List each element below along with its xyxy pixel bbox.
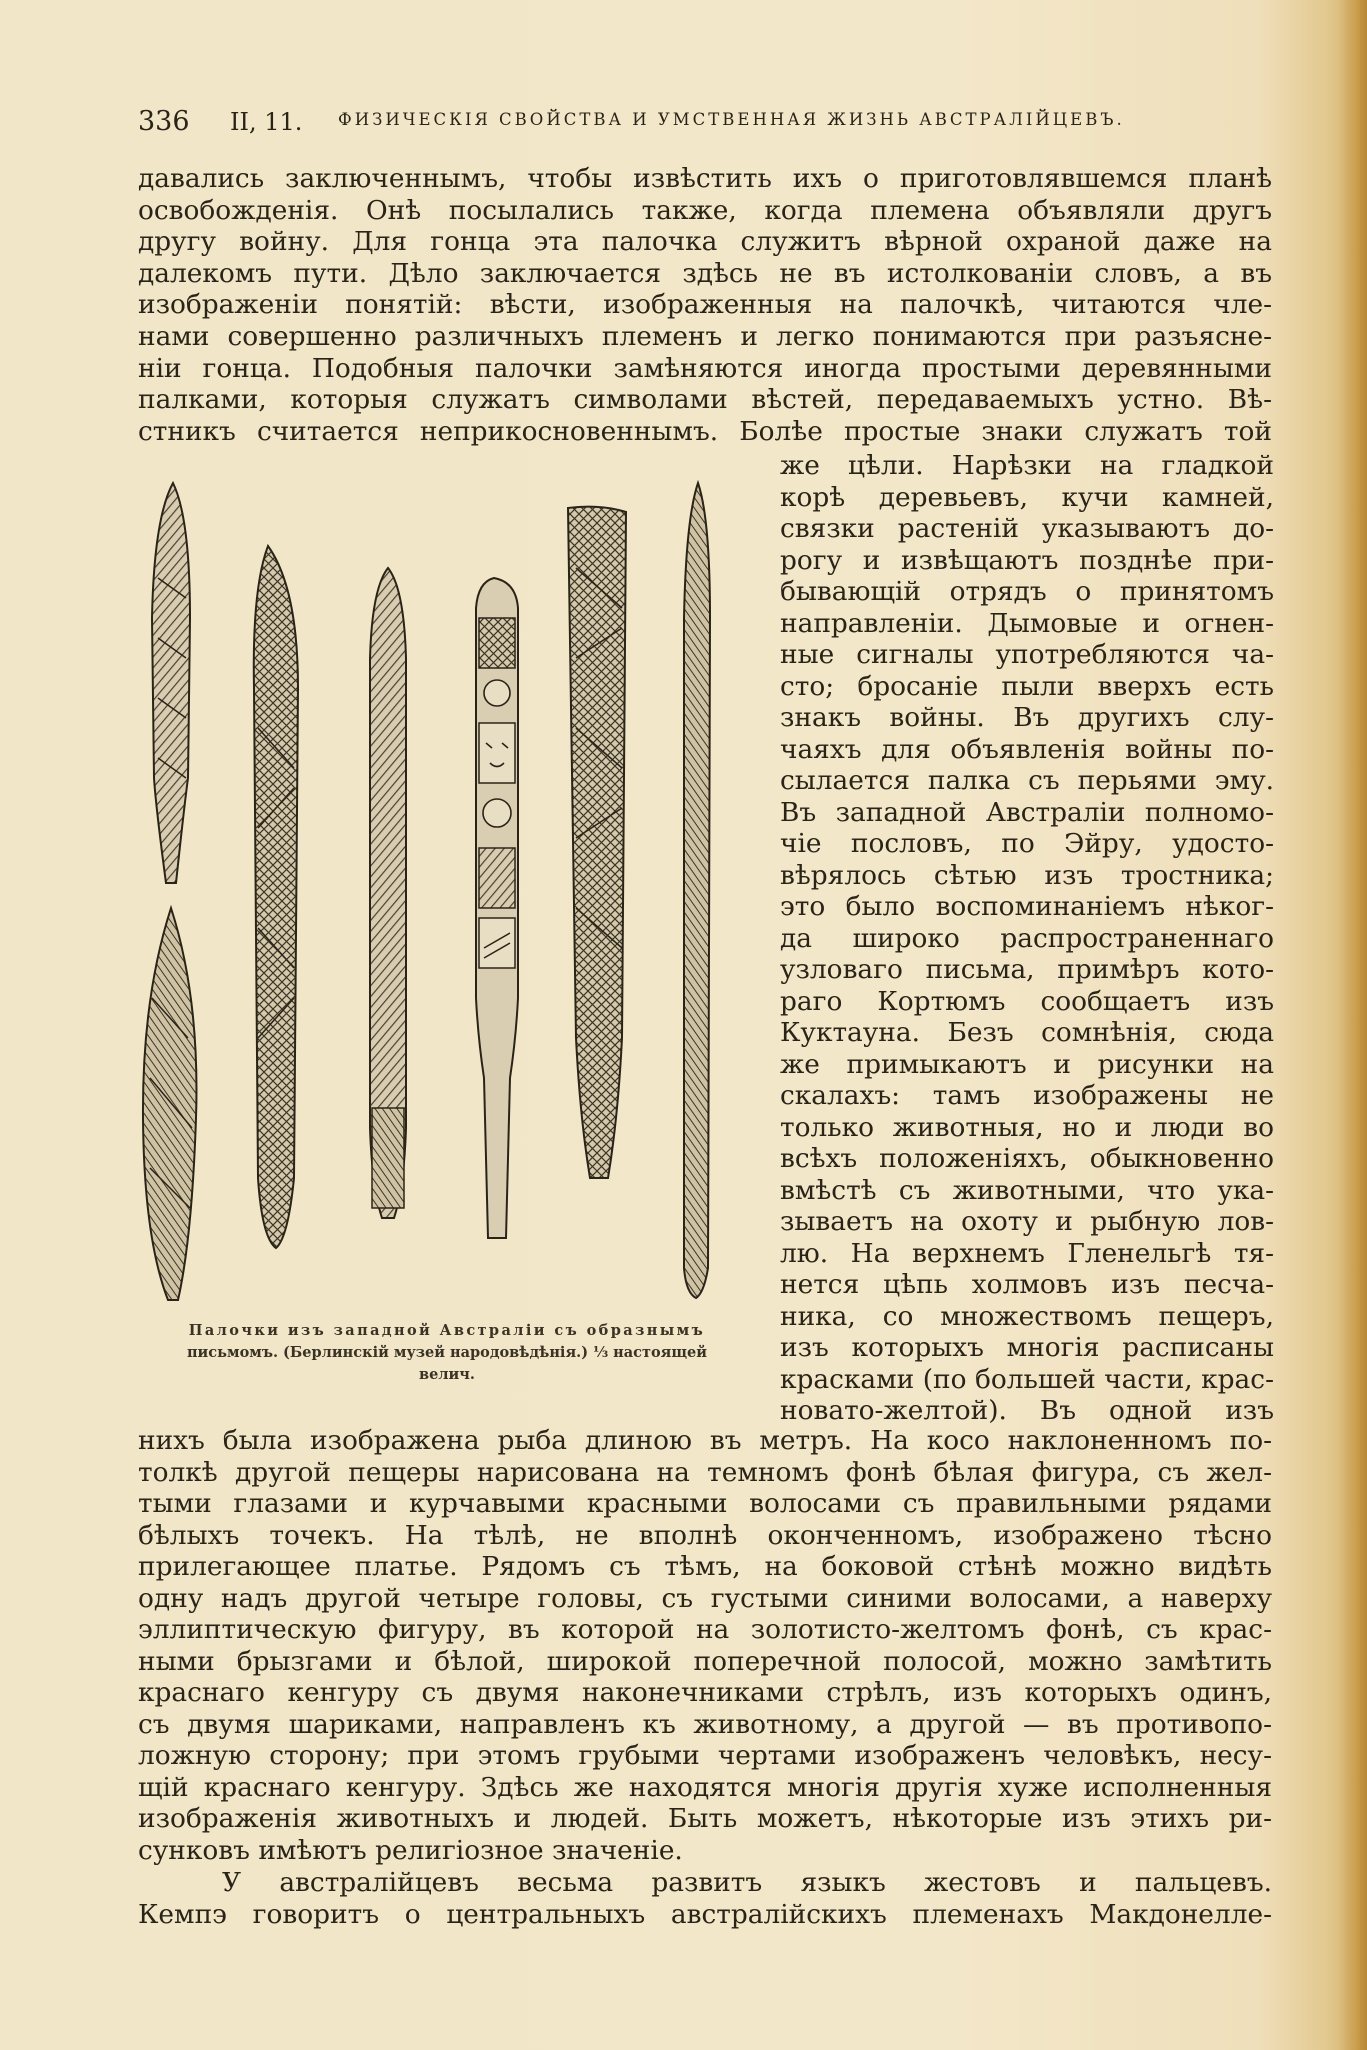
text-line: вмѣстѣ съ животными, что ука-: [780, 1174, 1274, 1206]
text-line: ными брызгами и бѣлой, широкой поперечной полосой, можно замѣтить: [138, 1645, 1272, 1677]
text-line: прилегающее платье. Рядомъ съ тѣмъ, на боковой стѣнѣ можно видѣть: [138, 1551, 1272, 1582]
text-line: нихъ была изображена рыба длиною въ метръ. На косо наклоненномъ по-: [138, 1425, 1272, 1456]
text-line: чаяхъ для объявленія войны по-: [780, 733, 1274, 765]
running-title: ФИЗИЧЕСКІЯ СВОЙСТВА И УМСТВЕННАЯ ЖИЗНЬ АВСТРАЛІЙЦЕВЪ.: [338, 110, 1125, 129]
text-line: другу войну. Для гонца эта палочка служитъ вѣрной охраной даже на: [138, 226, 1272, 258]
text-line: скалахъ: тамъ изображены не: [780, 1080, 1274, 1111]
page-header: [138, 106, 1268, 146]
text-line: сылается палка съ перьями эму.: [780, 765, 1274, 796]
page-number: 336: [138, 106, 190, 137]
text-line: сто; бросаніе пыли вверхъ есть: [780, 670, 1274, 702]
text-line: всѣхъ положеніяхъ, обыкновенно: [780, 1143, 1274, 1174]
text-line: красками (по большей части, крас-: [780, 1363, 1274, 1395]
text-line: сунковъ имѣютъ религіозное значеніе.: [138, 1834, 683, 1866]
text-line: ника, со множествомъ пещеръ,: [780, 1300, 1274, 1332]
message-stick-1: [152, 483, 190, 883]
text-line: раго Кортюмъ сообщаетъ изъ: [780, 985, 1274, 1017]
text-line: давались заключеннымъ, чтобы извѣстить ихъ о приготовлявшемся планѣ: [138, 163, 1272, 194]
text-line: краснаго кенгуру съ двумя наконечниками стрѣлъ, изъ которыхъ одинъ,: [138, 1677, 1272, 1708]
text-line: чіе пословъ, по Эйру, удосто-: [780, 828, 1274, 859]
text-line: эллиптическую фигуру, въ которой на золотисто-желтомъ фонѣ, съ крас-: [138, 1614, 1272, 1645]
text-line: толкѣ другой пещеры нарисована на темномъ фонѣ бѣлая фигура, съ жел-: [138, 1456, 1272, 1488]
text-line: щій краснаго кенгуру. Здѣсь же находятся многія другія хуже исполненныя: [138, 1771, 1272, 1803]
chapter-number: II, 11.: [230, 108, 303, 136]
message-stick-7: [684, 483, 710, 1298]
text-line: освобожденія. Онѣ посылались также, когда племена объявляли другъ: [138, 194, 1272, 226]
text-line: У австралійцевъ весьма развитъ языкъ жестовъ и пальцевъ.: [222, 1867, 1272, 1898]
text-line: палками, которыя служатъ символами вѣстей, передаваемыхъ устно. Вѣ-: [138, 384, 1272, 416]
text-line: Въ западной Австраліи полномо-: [780, 796, 1274, 828]
message-sticks-illustration: [138, 478, 763, 1310]
text-line: бѣлыхъ точекъ. На тѣлѣ, не вполнѣ оконченномъ, изображено тѣсно: [138, 1519, 1272, 1551]
text-line: стникъ считается неприкосновеннымъ. Болѣе простые знаки служатъ той: [138, 415, 1272, 447]
text-line: же цѣли. Нарѣзки на гладкой: [780, 450, 1274, 481]
message-sticks-drawing: [138, 478, 763, 1310]
text-line: нется цѣпь холмовъ изъ песча-: [780, 1269, 1274, 1300]
text-line: изображенія животныхъ и людей. Быть можетъ, нѣкоторые изъ этихъ ри-: [138, 1803, 1272, 1834]
text-line: нами совершенно различныхъ племенъ и легко понимаются при разъясне-: [138, 321, 1272, 352]
message-stick-6: [568, 507, 626, 1178]
text-line: далекомъ пути. Дѣло заключается здѣсь не въ истолкованіи словъ, а въ: [138, 257, 1272, 289]
text-line: это было воспоминаніемъ нѣког-: [780, 891, 1274, 922]
text-line: зываетъ на охоту и рыбную лов-: [780, 1206, 1274, 1237]
text-line: изображеніи понятій: вѣсти, изображенныя на палочкѣ, читаются чле-: [138, 289, 1272, 321]
caption-line-3: велич.: [419, 1366, 475, 1383]
text-line: Кемпэ говоритъ о центральныхъ австралійскихъ племенахъ Макдонелле-: [138, 1899, 1272, 1930]
text-line: ложную сторону; при этомъ грубыми чертами изображенъ человѣкъ, несу-: [138, 1740, 1272, 1771]
text-line: бывающій отрядъ о принятомъ: [780, 576, 1274, 607]
caption-line-1: Палочки изъ западной Австраліи съ образнымъ: [188, 1322, 706, 1339]
page-spine-shadow: [1339, 0, 1367, 2050]
text-line: да широко распространеннаго: [780, 922, 1274, 954]
text-line: тыми глазами и курчавыми красными волосами съ правильными рядами: [138, 1488, 1272, 1519]
text-line: узловаго письма, примѣръ кото-: [780, 954, 1274, 985]
text-line: Куктауна. Безъ сомнѣнія, сюда: [780, 1017, 1274, 1048]
text-line: ніи гонца. Подобныя палочки замѣняются иногда простыми деревянными: [138, 352, 1272, 384]
message-stick-5: [476, 578, 518, 1238]
text-line: корѣ деревьевъ, кучи камней,: [780, 481, 1274, 513]
text-line: только животныя, но и люди во: [780, 1111, 1274, 1143]
caption-line-2: письмомъ. (Берлинскій музей народовѣдѣнія.) ⅓ настоящей: [186, 1344, 708, 1361]
text-line: новато-желтой). Въ одной изъ: [780, 1395, 1274, 1426]
text-line: лю. На верхнемъ Гленельгѣ тя-: [780, 1237, 1274, 1269]
text-line: вѣрялось сѣтью изъ тростника;: [780, 859, 1274, 891]
text-line: ные сигналы употребляются ча-: [780, 639, 1274, 670]
text-line: изъ которыхъ многія расписаны: [780, 1332, 1274, 1363]
text-line: одну надъ другой четыре головы, съ густыми синими волосами, а наверху: [138, 1582, 1272, 1614]
text-line: связки растеній указываютъ до-: [780, 513, 1274, 544]
text-line: знакъ войны. Въ другихъ слу-: [780, 702, 1274, 733]
text-line: направленіи. Дымовые и огнен-: [780, 607, 1274, 639]
message-stick-2: [143, 908, 197, 1300]
text-line: съ двумя шариками, направленъ къ животному, а другой — въ противопо-: [138, 1708, 1272, 1740]
message-stick-3: [254, 546, 298, 1248]
text-line: рогу и извѣщаютъ позднѣе при-: [780, 544, 1274, 576]
text-line: же примыкаютъ и рисунки на: [780, 1048, 1274, 1080]
message-stick-4: [370, 568, 406, 1218]
figure-caption: [132, 1320, 762, 1386]
